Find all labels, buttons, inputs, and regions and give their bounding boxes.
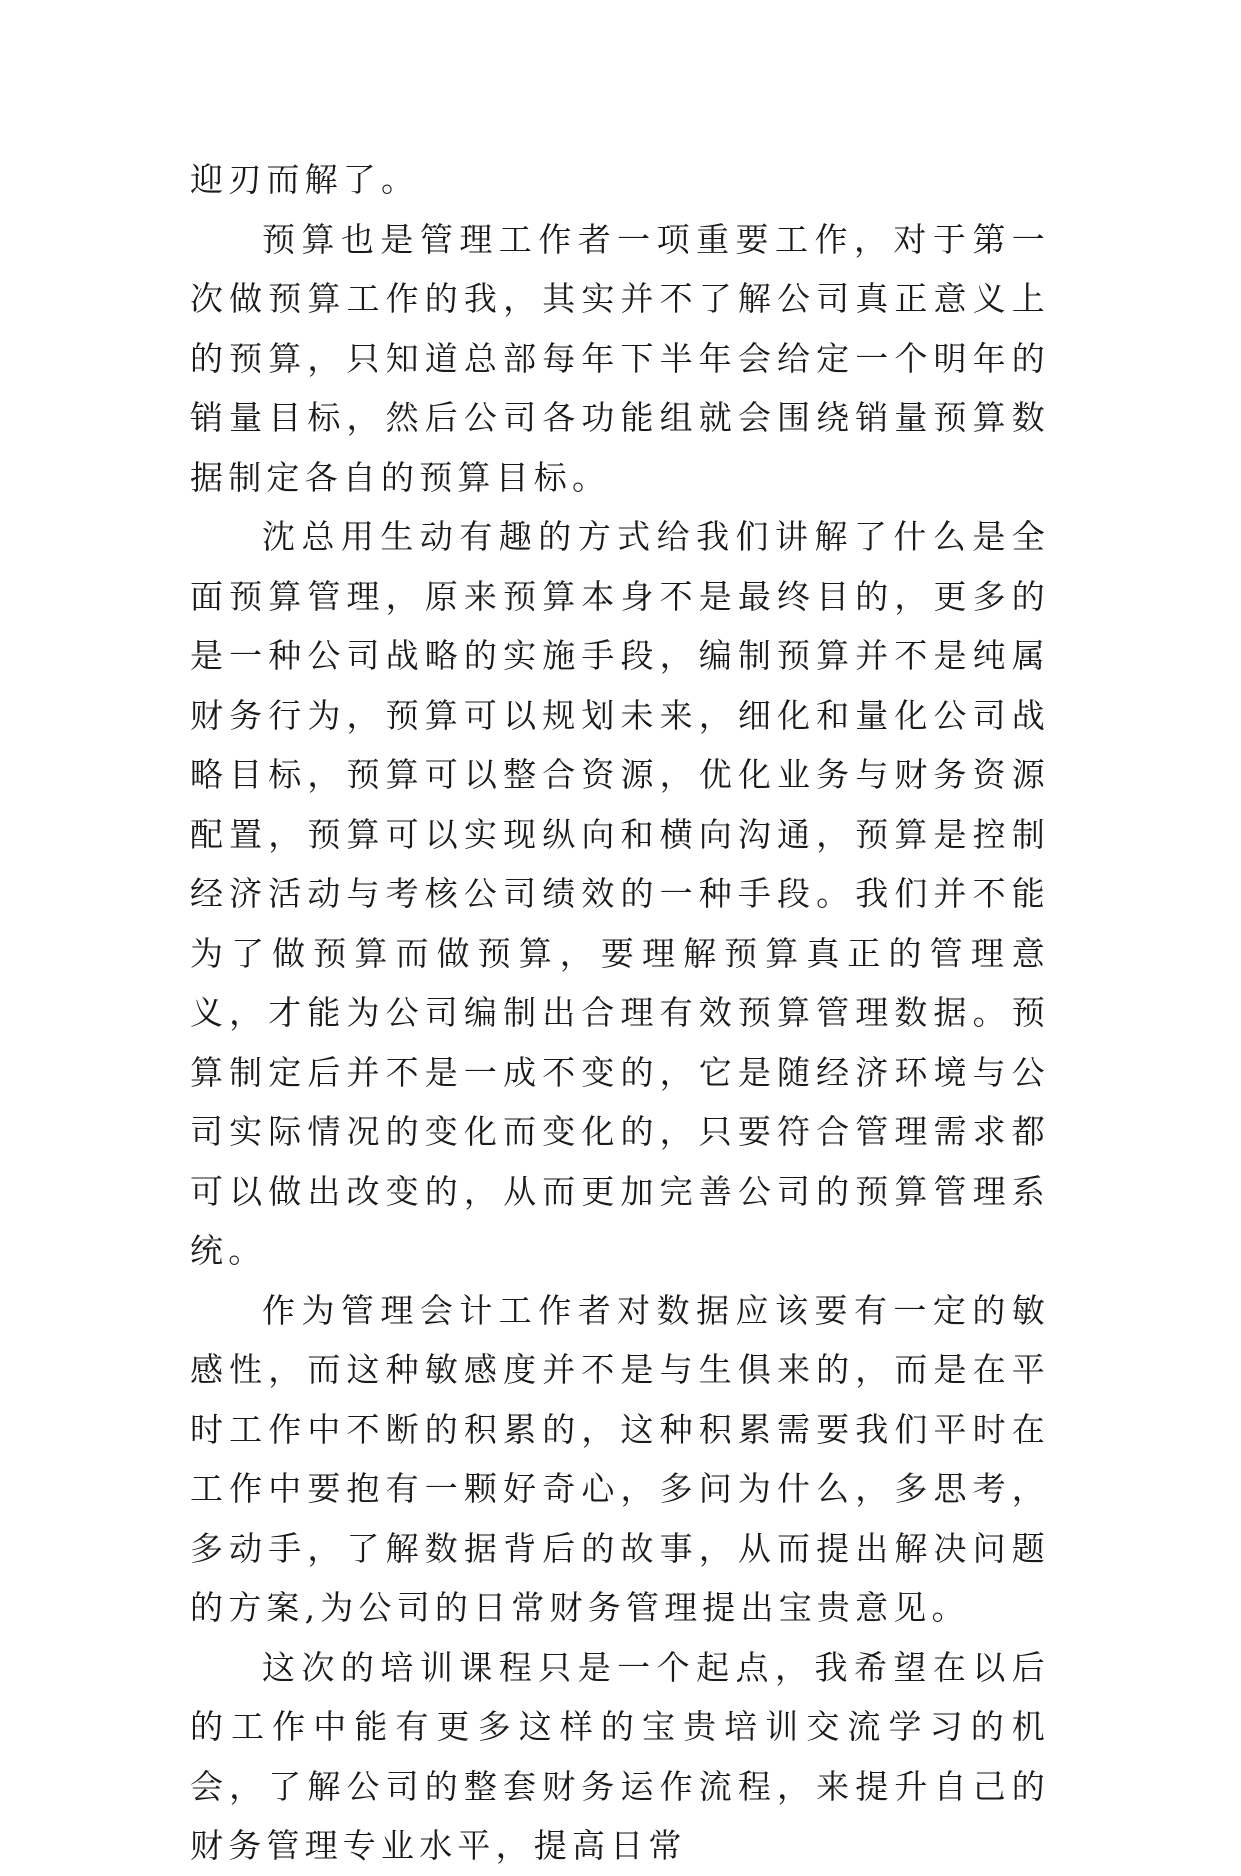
paragraph-budget-intro: 预算也是管理工作者一项重要工作，对于第一次做预算工作的我，其实并不了解公司真正意义上的预算，只知道总部每年下半年会给定一个明年的销量目标，然后公司各功能组就会围绕销量预算数据制定各自的预算目标。 (190, 219, 1050, 497)
document-body (190, 150, 1050, 1876)
paragraph-comprehensive-budget: 沈总用生动有趣的方式给我们讲解了什么是全面预算管理，原来预算本身不是最终目的，更多的是一种公司战略的实施手段，编制预算并不是纯属财务行为，预算可以规划未来，细化和量化公司战略目标，预算可以整合资源，优化业务与财务资源配置，预算可以实现纵向和横向沟通，预算是控制经济活动与考核公司绩效的一种手段。我们并不能为了做预算而做预算，要理解预算真正的管理意义，才能为公司编制出合理有效预算管理数据。预算制定后并不是一成不变的，它是随经济环境与公司实际情况的变化而变化的，只要符合管理需求都可以做出改变的，从而更加完善公司的预算管理系统。 (190, 517, 1050, 1270)
paragraph-data-sensitivity: 作为管理会计工作者对数据应该要有一定的敏感性，而这种敏感度并不是与生俱来的，而是在平时工作中不断的积累的，这种积累需要我们平时在工作中要抱有一颗好奇心，多问为什么，多思考，多动手，了解数据背后的故事，从而提出解决问题的方案,为公司的日常财务管理提出宝贵意见。 (190, 1290, 1050, 1627)
paragraph-continuation: 迎刃而解了。 (190, 160, 420, 199)
paragraph-training-outlook: 这次的培训课程只是一个起点，我希望在以后的工作中能有更多这样的宝贵培训交流学习的机会，了解公司的整套财务运作流程，来提升自己的财务管理专业水平，提高日常 (190, 1647, 1050, 1865)
